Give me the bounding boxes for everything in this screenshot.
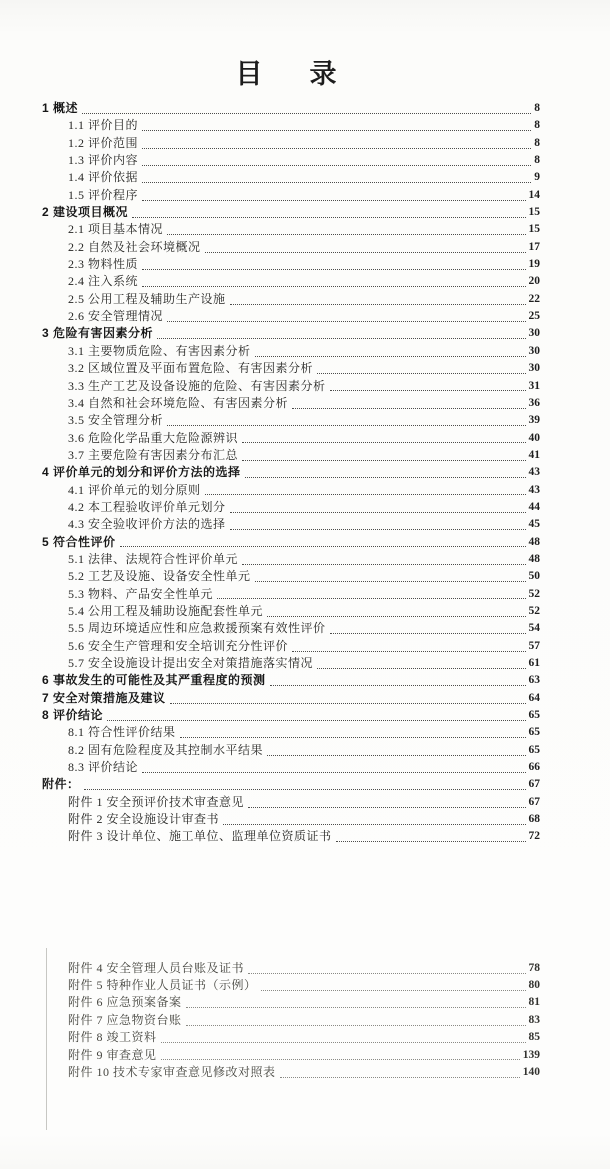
toc-page-number: 31: [528, 379, 540, 392]
toc-page-number: 80: [528, 979, 540, 992]
dot-leader: [142, 182, 531, 183]
toc-title: 目 录: [235, 59, 347, 89]
dot-leader: [142, 286, 525, 287]
dot-leader: [230, 304, 526, 305]
toc-page-number: 139: [522, 1048, 540, 1061]
toc-entry-label: 附件 8 竣工资料: [68, 1030, 157, 1045]
toc-page-number: 52: [528, 604, 540, 617]
toc-page-number: 72: [528, 830, 540, 843]
toc-entry: [68, 1064, 540, 1081]
dot-leader: [161, 1059, 520, 1060]
dot-leader: [167, 321, 525, 322]
toc-entry: [68, 117, 540, 134]
toc-entry: [68, 256, 540, 273]
toc-page-number: 8: [534, 119, 540, 132]
toc-page-number: 52: [528, 587, 540, 600]
toc-page-number: 8: [534, 102, 540, 114]
dot-leader: [336, 841, 526, 842]
dot-leader: [142, 148, 531, 149]
toc-entry-label: 7 安全对策措施及建议: [42, 690, 166, 705]
dot-leader: [255, 581, 526, 582]
dot-leader: [242, 564, 525, 565]
toc-entry-label: 附件 3 设计单位、施工单位、监理单位资质证书: [68, 829, 332, 844]
toc-entry-label: 3.5 安全管理分析: [68, 413, 164, 428]
toc-entry: [42, 690, 540, 707]
toc-entry: [68, 516, 540, 533]
dot-leader: [317, 668, 525, 669]
toc-entry: [68, 655, 540, 672]
toc-entry-label: 2.5 公用工程及辅助生产设施: [68, 291, 226, 306]
toc-entry: [68, 586, 540, 603]
toc-page-number: 20: [528, 275, 540, 288]
toc-page-number: 15: [528, 223, 540, 236]
toc-entry-label: 1 概述: [42, 101, 79, 115]
toc-entry-label: 4.2 本工程验收评价单元划分: [68, 499, 226, 514]
toc-entry-label: 5.6 安全生产管理和安全培训充分性评价: [68, 638, 289, 653]
dot-leader: [317, 373, 525, 374]
toc-entry-label: 1.1 评价目的: [68, 118, 139, 133]
dot-leader: [217, 598, 525, 599]
toc-entry: [42, 325, 540, 342]
dot-leader: [261, 990, 526, 991]
toc-entry: [68, 977, 540, 994]
toc-entry-label: 1.4 评价依据: [68, 170, 139, 185]
toc-entry: [68, 291, 540, 308]
toc-entry: [68, 430, 540, 447]
toc-page-number: 57: [528, 639, 540, 652]
toc-entry-label: 5.3 物料、产品安全性单元: [68, 586, 214, 601]
toc-page-number: 8: [534, 136, 540, 149]
toc-entry: [68, 724, 540, 741]
toc-entry-label: 5.2 工艺及设施、设备安全性单元: [68, 569, 251, 584]
dot-leader: [248, 807, 525, 808]
dot-leader: [267, 755, 525, 756]
toc-entry-label: 附件：: [42, 777, 80, 792]
toc-entry: [68, 239, 540, 256]
toc-entry-label: 附件 2 安全设施设计审查书: [68, 812, 220, 827]
toc-entry-label: 附件 4 安全管理人员台账及证书: [68, 960, 245, 975]
toc-entry-label: 3.2 区域位置及平面布置危险、有害因素分析: [68, 361, 314, 376]
dot-leader: [205, 252, 526, 253]
toc-page-number: 15: [528, 206, 540, 219]
toc-entry-label: 3 危险有害因素分析: [42, 326, 154, 341]
toc-page-number: 41: [528, 448, 540, 461]
dot-leader: [292, 408, 525, 409]
toc-entry: [68, 135, 540, 152]
dot-leader: [120, 546, 526, 547]
toc-entry-label: 2.1 项目基本情况: [68, 222, 164, 237]
toc-page-number: 67: [528, 778, 540, 791]
toc-entry-label: 6 事故发生的可能性及其严重程度的预测: [42, 673, 266, 688]
toc-entry: [68, 828, 540, 845]
toc-page-number: 54: [528, 622, 540, 635]
toc-page-number: 22: [528, 292, 540, 305]
toc-page-number: 45: [528, 518, 540, 531]
toc-entry: [68, 811, 540, 828]
toc-page-number: 43: [528, 483, 540, 496]
toc-page-number: 66: [528, 761, 540, 774]
toc-entry-label: 8 评价结论: [42, 708, 104, 723]
toc-entry-label: 2 建设项目概况: [42, 205, 129, 220]
toc-entry-label: 3.7 主要危险有害因素分布汇总: [68, 447, 239, 462]
dot-leader: [142, 130, 531, 131]
toc-entry: [68, 482, 540, 499]
toc-page-number: 19: [528, 258, 540, 271]
toc-entry-label: 8.3 评价结论: [68, 760, 139, 775]
toc-entry: [68, 603, 540, 620]
toc-page-number: 65: [528, 743, 540, 756]
toc-entry-label: 附件 7 应急物资台账: [68, 1012, 182, 1027]
dot-leader: [267, 616, 525, 617]
dot-leader: [330, 390, 526, 391]
toc-entry-label: 8.1 符合性评价结果: [68, 725, 176, 740]
toc-entry-label: 附件 1 安全预评价技术审查意见: [68, 794, 245, 809]
toc-page-number: 43: [528, 466, 540, 479]
dot-leader: [255, 356, 526, 357]
toc-entry: [42, 707, 540, 724]
toc-page-number: 39: [528, 414, 540, 427]
toc-entry: [68, 395, 540, 412]
dot-leader: [142, 772, 525, 773]
toc-page-number: 25: [528, 310, 540, 323]
toc-entry-label: 5.4 公用工程及辅助设施配套性单元: [68, 603, 264, 618]
toc-entry: [68, 960, 540, 977]
toc-entry: [68, 794, 540, 811]
toc-entry: [42, 776, 540, 793]
dot-leader: [230, 529, 526, 530]
dot-leader: [142, 269, 525, 270]
dot-leader: [245, 477, 526, 478]
toc-page-number: 140: [522, 1065, 540, 1078]
dot-leader: [84, 789, 526, 790]
dot-leader: [223, 824, 525, 825]
toc-entry: [42, 464, 540, 481]
toc-page-number: 48: [528, 552, 540, 565]
toc-entry-label: 5.7 安全设施设计提出安全对策措施落实情况: [68, 656, 314, 670]
toc-entry: [68, 568, 540, 585]
toc-page-number: 65: [528, 709, 540, 722]
toc-page-number: 83: [528, 1013, 540, 1026]
dot-leader: [170, 703, 526, 704]
toc-page-number: 50: [528, 570, 540, 583]
toc-page-number: 44: [528, 500, 540, 513]
dot-leader: [280, 1077, 520, 1078]
toc-entry-label: 5.1 法律、法规符合性评价单元: [68, 551, 239, 566]
toc-entry: [68, 1047, 540, 1064]
toc-entry-label: 4 评价单元的划分和评价方法的选择: [42, 465, 241, 480]
dot-leader: [132, 217, 525, 218]
toc-page-number: 63: [528, 674, 540, 687]
toc-page-number: 68: [528, 813, 540, 826]
scan-edge-line: [46, 948, 47, 1130]
toc-page-number: 30: [528, 362, 540, 375]
toc-entry-label: 4.3 安全验收评价方法的选择: [68, 517, 226, 532]
toc-entry: [42, 100, 540, 117]
toc-list: [42, 100, 540, 846]
toc-page-number: 17: [528, 240, 540, 253]
toc-entry-label: 2.6 安全管理情况: [68, 309, 164, 324]
toc-entry-label: 附件 5 特种作业人员证书（示例）: [68, 978, 257, 993]
dot-leader: [157, 338, 525, 339]
dot-leader: [330, 633, 526, 634]
toc-entry-label: 5.5 周边环境适应性和应急救援预案有效性评价: [68, 621, 326, 636]
toc-entry-label: 4.1 评价单元的划分原则: [68, 482, 201, 497]
dot-leader: [230, 512, 526, 513]
toc-entry: [68, 759, 540, 776]
toc-entry: [68, 360, 540, 377]
toc-page-number: 64: [528, 691, 540, 704]
toc-entry: [42, 534, 540, 551]
dot-leader: [161, 1042, 526, 1043]
toc-entry-label: 8.2 固有危险程度及其控制水平结果: [68, 742, 264, 757]
dot-leader: [167, 234, 525, 235]
dot-leader: [205, 494, 526, 495]
dot-leader: [248, 973, 525, 974]
toc-entry: [68, 1012, 540, 1029]
toc-page-number: 30: [528, 344, 540, 357]
toc-entry: [42, 204, 540, 221]
toc-page-number: 9: [534, 171, 540, 184]
toc-entry: [68, 273, 540, 290]
toc-page-number: 65: [528, 726, 540, 739]
dot-leader: [107, 720, 525, 721]
toc-page-number: 36: [528, 396, 540, 409]
toc-entry: [68, 169, 540, 186]
dot-leader: [82, 113, 531, 114]
toc-entry: [68, 187, 540, 204]
dot-leader: [142, 165, 531, 166]
dot-leader: [292, 651, 525, 652]
toc-entry: [68, 994, 540, 1011]
toc-page-number: 81: [528, 996, 540, 1009]
toc-entry: [68, 152, 540, 169]
toc-page-number: 48: [528, 535, 540, 548]
dot-leader: [186, 1007, 526, 1008]
toc-entry-label: 3.4 自然和社会环境危险、有害因素分析: [68, 395, 289, 410]
dot-leader: [270, 685, 526, 686]
toc-entry: [68, 742, 540, 759]
toc-entry: [68, 343, 540, 360]
dot-leader: [142, 200, 525, 201]
toc-entry-label: 附件 6 应急预案备案: [68, 995, 182, 1010]
toc-entry-label: 附件 9 审查意见: [68, 1047, 157, 1062]
toc-appendix-list: [42, 960, 540, 1081]
toc-page-number: 67: [528, 795, 540, 808]
toc-page-number: 14: [528, 188, 540, 201]
toc-entry: [68, 412, 540, 429]
dot-leader: [242, 460, 525, 461]
toc-entry-label: 3.1 主要物质危险、有害因素分析: [68, 343, 251, 358]
toc-entry-label: 1.5 评价程序: [68, 187, 139, 202]
toc-entry-label: 2.4 注入系统: [68, 274, 139, 289]
toc-entry: [68, 499, 540, 516]
toc-entry: [68, 447, 540, 464]
toc-entry: [68, 638, 540, 655]
toc-entry: [68, 308, 540, 325]
toc-entry-label: 附件 10 技术专家审查意见修改对照表: [68, 1064, 276, 1079]
toc-page-number: 78: [528, 961, 540, 974]
toc-page-number: 61: [528, 657, 540, 669]
toc-entry-label: 2.3 物料性质: [68, 257, 139, 272]
toc-entry: [68, 1029, 540, 1046]
toc-entry-label: 3.6 危险化学品重大危险源辨识: [68, 430, 239, 445]
toc-page-number: 85: [528, 1031, 540, 1044]
toc-entry-label: 1.2 评价范围: [68, 135, 139, 150]
toc-entry: [68, 551, 540, 568]
toc-entry-label: 5 符合性评价: [42, 534, 116, 549]
toc-entry-label: 1.3 评价内容: [68, 153, 139, 168]
dot-leader: [242, 442, 525, 443]
toc-page-number: 8: [534, 154, 540, 167]
toc-entry: [68, 378, 540, 395]
dot-leader: [180, 737, 526, 738]
toc-entry-label: 3.3 生产工艺及设备设施的危险、有害因素分析: [68, 378, 326, 393]
dot-leader: [186, 1025, 526, 1026]
toc-entry-label: 2.2 自然及社会环境概况: [68, 239, 201, 254]
toc-entry: [68, 221, 540, 238]
toc-entry: [68, 620, 540, 637]
toc-entry: [42, 672, 540, 689]
toc-page-number: 30: [528, 327, 540, 340]
dot-leader: [167, 425, 525, 426]
toc-page-number: 40: [528, 431, 540, 444]
